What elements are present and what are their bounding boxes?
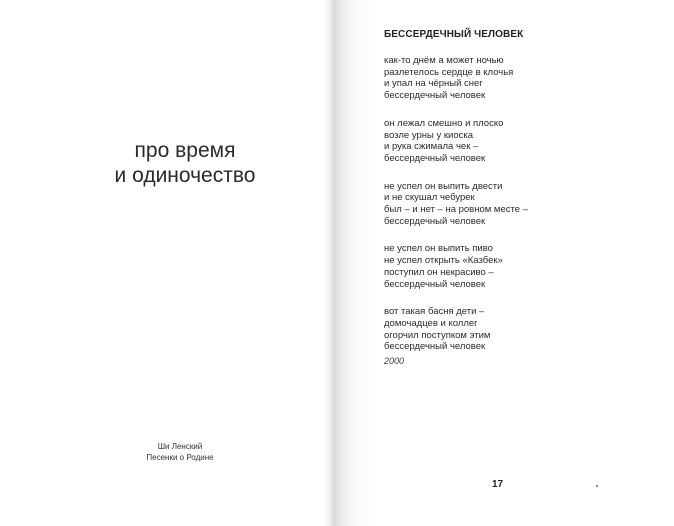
stanza: [384, 55, 584, 102]
stanza: [384, 118, 584, 165]
poem-line: бессердечный человек: [384, 152, 486, 164]
section-title-line: и одиночество: [114, 164, 256, 187]
poem-line: огорчил поступком этим: [384, 329, 491, 341]
poem-line: домочадцев и коллег: [384, 317, 478, 329]
book-title: Песенки о Родине: [146, 453, 214, 462]
stanza: [384, 181, 584, 228]
poem-line: не успел он выпить двести: [384, 180, 503, 192]
poem-line: возле урны у киоска: [384, 129, 474, 141]
poem-line: и упал на чёрный снег: [384, 78, 483, 90]
stanza: [384, 243, 584, 290]
book-info: [120, 441, 240, 463]
poem-line: бессердечный человек: [384, 215, 486, 227]
section-title: [90, 138, 280, 188]
poem-line: не успел он выпить пиво: [384, 243, 493, 255]
poem-line: бессердечный человек: [384, 90, 486, 102]
poem-line: и не скушал чебурек: [384, 192, 475, 204]
print-speck: [596, 485, 598, 487]
poem-line: не успел открыть «Казбек»: [384, 255, 503, 267]
poem-title: БЕССЕРДЕЧНЫЙ ЧЕЛОВЕК: [384, 29, 524, 40]
poem-line: бессердечный человек: [384, 341, 486, 353]
poem-body: [384, 55, 584, 367]
poem-line: разлетелось сердце в клочья: [384, 66, 514, 78]
poem-line: он лежал смешно и плоско: [384, 117, 504, 129]
poem-line: и рука сжимала чек –: [384, 141, 479, 153]
stanza: [384, 306, 584, 353]
poem-line: поступил он некрасиво –: [384, 266, 494, 278]
poem-line: был – и нет – на ровном месте –: [384, 204, 528, 216]
poem-line: вот такая басня дети –: [384, 306, 485, 318]
book-gutter: [324, 0, 338, 526]
poem-line: как-то днём а может ночью: [384, 55, 504, 66]
section-title-line: про время: [134, 139, 236, 162]
poem-date: 2000: [384, 356, 405, 367]
author-name: Ши Ленский: [157, 442, 203, 451]
page-number: 17: [492, 479, 504, 490]
left-page: [0, 0, 334, 526]
poem-line: бессердечный человек: [384, 278, 486, 290]
